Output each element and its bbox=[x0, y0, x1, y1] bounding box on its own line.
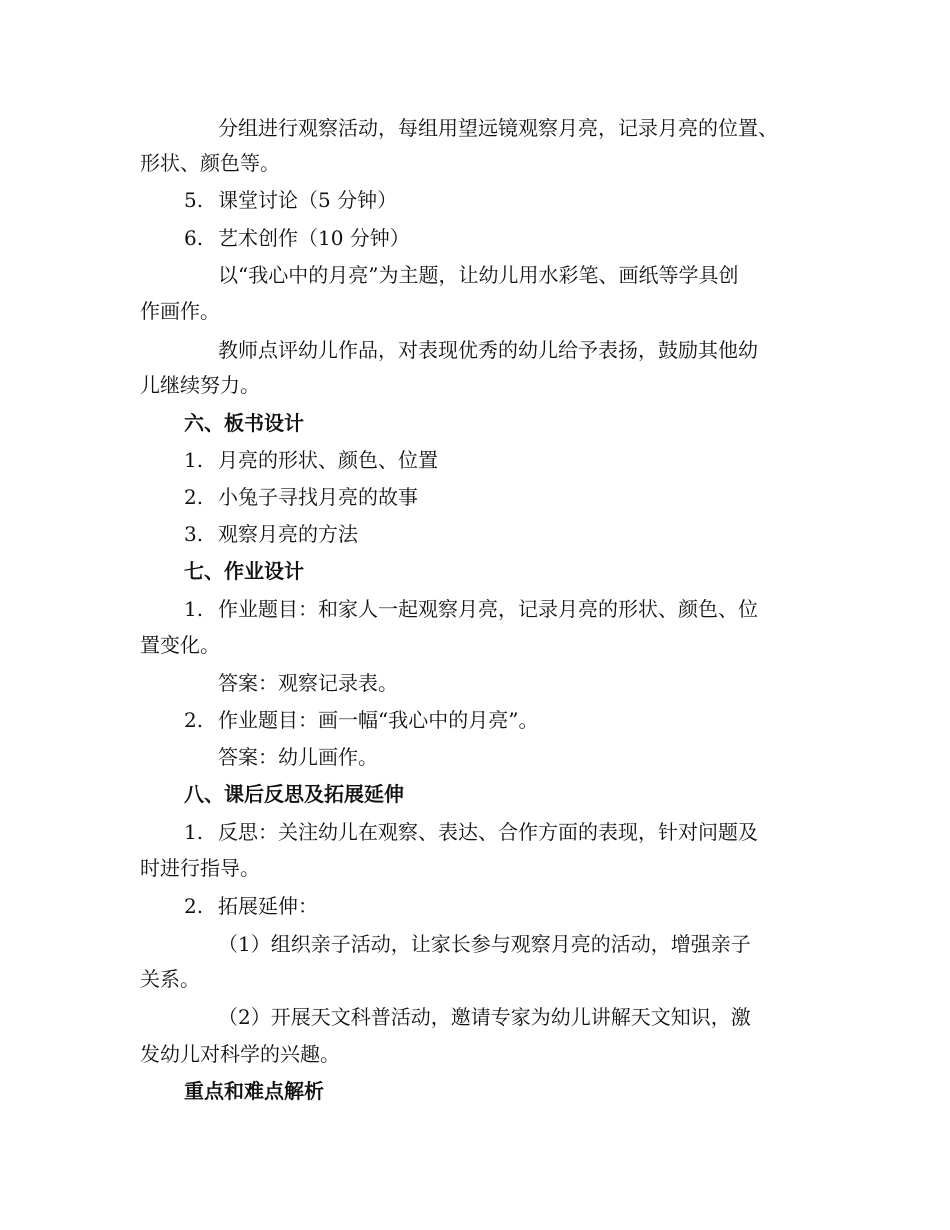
list-text: 月亮的形状、颜色、位置 bbox=[218, 448, 438, 472]
paragraph-line: 形状、颜色等。 bbox=[140, 151, 280, 175]
list-number: 6. bbox=[184, 226, 204, 250]
list-item bbox=[184, 708, 538, 732]
list-text: 反思：关注幼儿在观察、表达、合作方面的表现，针对问题及 bbox=[218, 820, 758, 844]
paragraph-line: 发幼儿对科学的兴趣。 bbox=[140, 1042, 340, 1066]
list-text: 观察月亮的方法 bbox=[218, 522, 358, 546]
list-number: 1. bbox=[184, 448, 204, 472]
section-heading: 七、作业设计 bbox=[184, 559, 304, 583]
list-item bbox=[184, 894, 318, 918]
section-heading: 六、板书设计 bbox=[184, 411, 304, 435]
answer-line: 答案：幼儿画作。 bbox=[218, 745, 378, 769]
list-number: 2. bbox=[184, 708, 204, 732]
paragraph-line: 作画作。 bbox=[140, 299, 220, 323]
list-item bbox=[184, 226, 410, 250]
list-number: 2. bbox=[184, 485, 204, 509]
list-number: 2. bbox=[184, 894, 204, 918]
paragraph-line: （2）开展天文科普活动，邀请专家为幼儿讲解天文知识，激 bbox=[218, 1005, 751, 1029]
paragraph-line: 置变化。 bbox=[140, 633, 220, 657]
list-text: 艺术创作（10 分钟） bbox=[218, 226, 410, 250]
list-item bbox=[184, 597, 758, 621]
list-item bbox=[184, 820, 758, 844]
answer-line: 答案：观察记录表。 bbox=[218, 671, 398, 695]
paragraph-line: 以“我心中的月亮”为主题，让幼儿用水彩笔、画纸等学具创 bbox=[218, 263, 739, 287]
list-number: 3. bbox=[184, 522, 204, 546]
list-item bbox=[184, 188, 397, 212]
paragraph-line: 教师点评幼儿作品，对表现优秀的幼儿给予表扬，鼓励其他幼 bbox=[218, 338, 758, 362]
list-text: 小兔子寻找月亮的故事 bbox=[218, 485, 418, 509]
paragraph-line: 关系。 bbox=[140, 967, 200, 991]
list-text: 拓展延伸： bbox=[218, 894, 318, 918]
list-number: 1. bbox=[184, 820, 204, 844]
section-heading: 重点和难点解析 bbox=[184, 1079, 324, 1103]
list-number: 5. bbox=[184, 188, 204, 212]
paragraph-line: 儿继续努力。 bbox=[140, 373, 260, 397]
list-item bbox=[184, 522, 358, 546]
list-text: 课堂讨论（5 分钟） bbox=[218, 188, 398, 212]
list-text: 作业题目：画一幅“我心中的月亮”。 bbox=[218, 708, 539, 732]
list-text: 作业题目：和家人一起观察月亮，记录月亮的形状、颜色、位 bbox=[218, 597, 758, 621]
list-number: 1. bbox=[184, 597, 204, 621]
paragraph-line: （1）组织亲子活动，让家长参与观察月亮的活动，增强亲子 bbox=[218, 932, 751, 956]
section-heading: 八、课后反思及拓展延伸 bbox=[184, 782, 404, 806]
paragraph-line: 分组进行观察活动，每组用望远镜观察月亮，记录月亮的位置、 bbox=[218, 116, 778, 140]
list-item bbox=[184, 485, 418, 509]
list-item bbox=[184, 448, 438, 472]
paragraph-line: 时进行指导。 bbox=[140, 856, 260, 880]
